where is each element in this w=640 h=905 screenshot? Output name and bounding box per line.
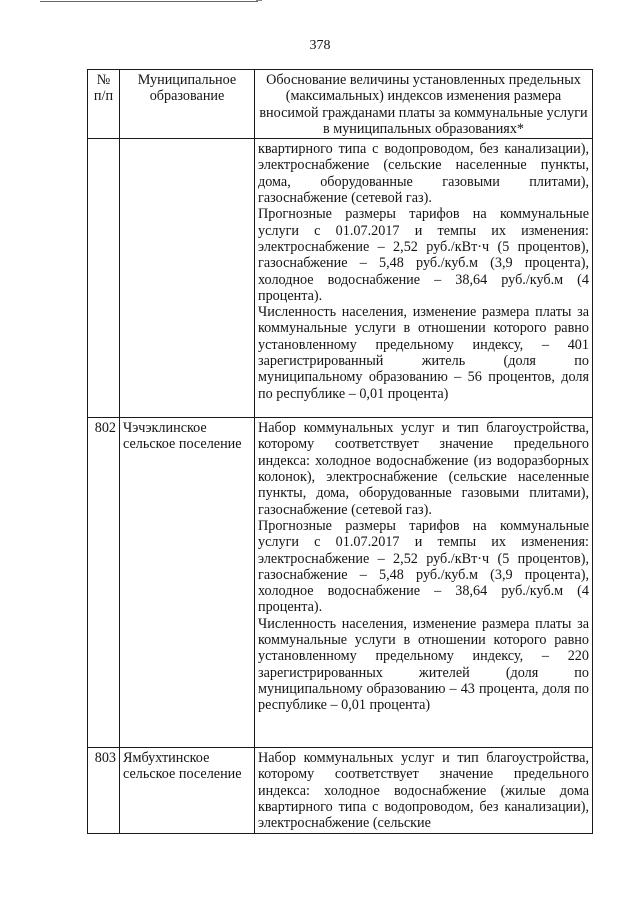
table-row	[88, 418, 593, 748]
header-number: № п/п	[88, 70, 120, 139]
header-justification: Обоснование величины установленных предельных (максимальных) индексов изменения размера вносимой гражданами платы за коммунальные услуги в муниципальных образованиях*	[255, 70, 593, 139]
scan-artifact-tick	[256, 0, 262, 1]
row-number: 802	[88, 418, 120, 748]
row-number: 803	[88, 748, 120, 833]
row-justification	[255, 139, 593, 418]
row-municipality: Чэчэклинское сельское поселение	[120, 418, 255, 748]
justification-paragraph: Прогнозные размеры тарифов на коммунальные услуги с 01.07.2017 и темпы их изменения: электроснабжение – 2,52 руб./кВт·ч (5 процентов), газоснабжение – 5,48 руб./куб.м (3,9 процента), холодное водоснабжение – 38,64 руб./куб.м (4 процента).	[258, 206, 589, 304]
row-municipality: Ямбухтинское сельское поселение	[120, 748, 255, 833]
justification-paragraph: Численность населения, изменение размера платы за коммунальные услуги в отношении которого равно установленному предельному индексу, – 220 зарегистрированных жителей (доля по муниципальному образованию – 43 процента, доля по республике – 0,01 процента)	[258, 615, 589, 714]
table-row	[88, 139, 593, 418]
scan-artifact-line	[40, 1, 258, 2]
tariff-index-table	[87, 69, 593, 834]
table-header-row	[88, 70, 593, 139]
header-municipality: Муниципальное образование	[120, 70, 255, 139]
row-justification	[255, 748, 593, 833]
justification-paragraph: Прогнозные размеры тарифов на коммунальные услуги с 01.07.2017 и темпы их изменения: электроснабжение – 2,52 руб./кВт·ч (5 процентов), газоснабжение – 5,48 руб./куб.м (3,9 процента), холодное водоснабжение – 38,64 руб./куб.м (4 процента).	[258, 517, 589, 616]
justification-paragraph: Набор коммунальных услуг и тип благоустройства, которому соответствует значение предельного индекса: холодное водоснабжение (из водоразборных колонок), электроснабжение (сельские населенные пункты, дома, оборудованные газовыми плитами), газоснабжение (сетевой газ).	[258, 420, 589, 518]
row-number	[88, 139, 120, 418]
row-justification	[255, 418, 593, 748]
row-municipality	[120, 139, 255, 418]
justification-paragraph: квартирного типа с водопроводом, без канализации), электроснабжение (сельские населенные пункты, дома, оборудованные газовыми плитами), газоснабжение (сетевой газ).	[258, 141, 589, 207]
justification-paragraph: Численность населения, изменение размера платы за коммунальные услуги в отношении которого равно установленному предельному индексу, – 401 зарегистрированный житель (доля по муниципальному образованию – 56 процентов, доля по республике – 0,01 процента)	[258, 304, 589, 402]
page-number: 378	[309, 38, 331, 53]
table-row	[88, 748, 593, 833]
justification-paragraph: Набор коммунальных услуг и тип благоустройства, которому соответствует значение предельного индекса: холодное водоснабжение (жилые дома квартирного типа с водопроводом, без канализации), электроснабжение (сельские	[258, 750, 589, 832]
